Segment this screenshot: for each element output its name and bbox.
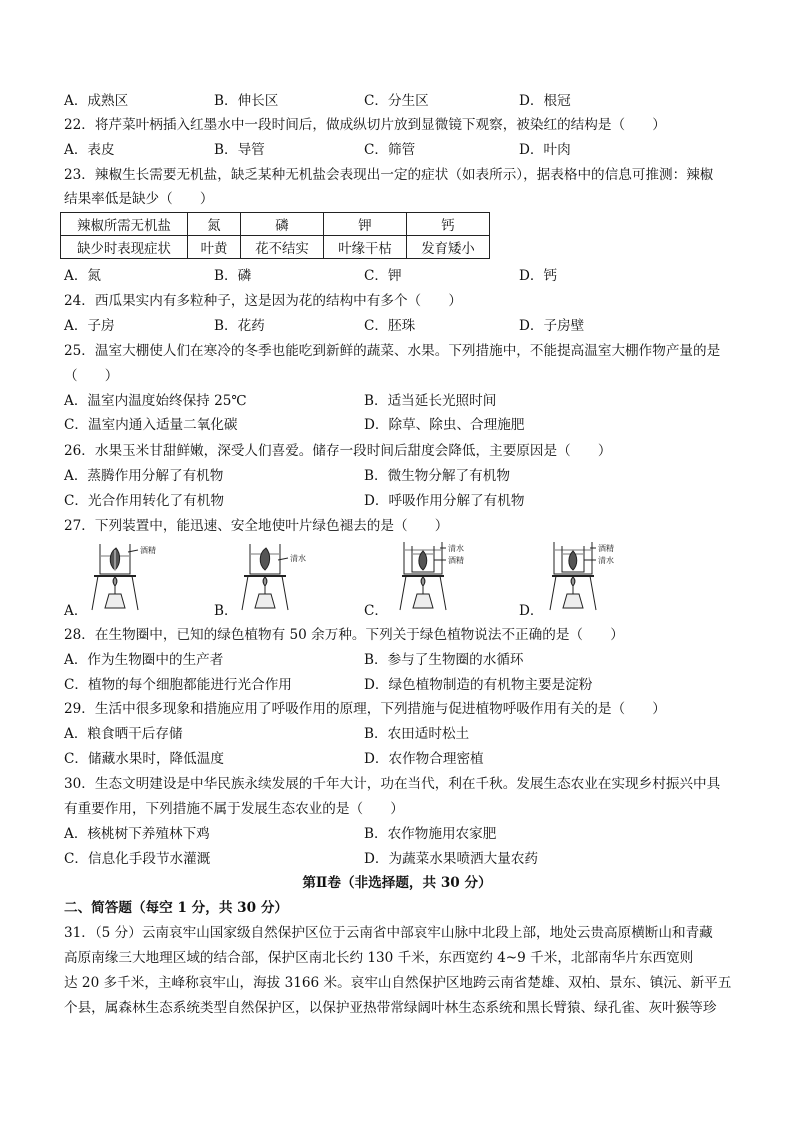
q22-option-a: A．表皮: [64, 142, 115, 158]
apparatus-a-label-1: 酒精: [140, 546, 156, 555]
q24-stem: 24．西瓜果实内有多粒种子，这是因为花的结构中有多个（ ）: [64, 293, 462, 309]
q27-option-d: D．: [519, 603, 544, 619]
q26-option-d: D．呼吸作用分解了有机物: [364, 493, 525, 509]
table-row: [61, 213, 490, 236]
q28-option-d: D．绿色植物制造的有机物主要是淀粉: [364, 677, 593, 693]
q23-option-b: B．磷: [214, 268, 252, 284]
q22-option-c: C．筛管: [364, 142, 416, 158]
table-cell: 缺少时表现症状: [61, 236, 188, 259]
q31-passage-line: 高原南缘三大地理区域的结合部，保护区南北长约 130 千米，东西宽约 4~9 千米，北部南华片东西宽则: [64, 950, 694, 966]
table-cell: 叶缘干枯: [324, 236, 407, 259]
apparatus-a-diagram: [88, 538, 178, 614]
table-cell: 花不结实: [241, 236, 324, 259]
apparatus-d-label-1: 酒精: [598, 544, 614, 553]
q28-option-c: C．植物的每个细胞都能进行光合作用: [64, 677, 292, 693]
q30-option-c: C．信息化手段节水灌溉: [64, 851, 211, 867]
q25-option-c: C．温室内通入适量二氧化碳: [64, 417, 238, 433]
q26-option-c: C．光合作用转化了有机物: [64, 493, 224, 509]
q27-option-b: B．: [214, 603, 238, 619]
section-two-title: 二、简答题（每空 1 分，共 30 分）: [64, 900, 289, 916]
q22-stem: 22．将芹菜叶柄插入红墨水中一段时间后，做成纵切片放到显微镜下观察，被染红的结构是（ ）: [64, 117, 666, 133]
q28-option-a: A．作为生物圈中的生产者: [64, 652, 224, 668]
q25-stem-line2: （ ）: [64, 368, 119, 384]
q29-option-a: A．粮食晒干后存储: [64, 726, 183, 742]
q30-stem-line2: 有重要作用，下列措施不属于发展生态农业的是（ ）: [64, 801, 404, 817]
apparatus-c-label-2: 酒精: [448, 556, 464, 565]
q28-stem: 28．在生物圈中，已知的绿色植物有 50 余万种。下列关于绿色植物说法不正确的是（ ）: [64, 627, 624, 643]
q29-option-c: C．储藏水果时，降低温度: [64, 751, 224, 767]
q22-option-d: D．叶肉: [519, 142, 571, 158]
table-cell: 钙: [407, 213, 490, 236]
q29-option-b: B．农田适时松土: [364, 726, 470, 742]
q25-option-d: D．除草、除虫、合理施肥: [364, 417, 525, 433]
q23-stem-line2: 结果率低是缺少（ ）: [64, 191, 214, 207]
q23-option-c: C．钾: [364, 268, 402, 284]
q30-option-a: A．核桃树下养殖林下鸡: [64, 826, 210, 842]
q21-option-d: D．根冠: [519, 93, 571, 109]
q24-option-d: D．子房壁: [519, 318, 585, 334]
q24-option-b: B．花药: [214, 318, 265, 334]
q26-option-b: B．微生物分解了有机物: [364, 468, 510, 484]
apparatus-d-label-2: 清水: [598, 556, 614, 565]
q27-stem: 27．下列装置中，能迅速、安全地使叶片绿色褪去的是（ ）: [64, 518, 449, 534]
q28-option-b: B．参与了生物圈的水循环: [364, 652, 524, 668]
q24-option-c: C．胚珠: [364, 318, 416, 334]
q26-stem: 26．水果玉米甘甜鲜嫩，深受人们喜爱。储存一段时间后甜度会降低，主要原因是（ ）: [64, 443, 612, 459]
q31-passage-line: 达 20 多千米，主峰称哀牢山，海拔 3166 米。哀牢山自然保护区地跨云南省楚雄、双柏、景东、镇沅、新平五: [64, 975, 732, 991]
table-row: [61, 236, 490, 259]
q24-option-a: A．子房: [64, 318, 115, 334]
apparatus-d-diagram: [546, 538, 636, 614]
q31-passage-line: 个县，属森林生态系统类型自然保护区，以保护亚热带常绿阔叶林生态系统和黑长臂猿、绿孔雀、灰叶猴等珍: [64, 1000, 717, 1016]
table-cell: 氮: [188, 213, 241, 236]
q21-option-b: B．伸长区: [214, 93, 279, 109]
part-two-title: 第Ⅱ卷（非选择题，共 30 分）: [302, 875, 492, 891]
table-cell: 钾: [324, 213, 407, 236]
q22-option-b: B．导管: [214, 142, 265, 158]
q30-option-d: D．为蔬菜水果喷洒大量农药: [364, 851, 539, 867]
apparatus-b-label-1: 清水: [290, 554, 306, 563]
table-cell: 叶黄: [188, 236, 241, 259]
q30-stem-line1: 30．生态文明建设是中华民族永续发展的千年大计，功在当代，利在千秋。发展生态农业在实现乡村振兴中具: [64, 776, 721, 792]
q23-stem-line1: 23．辣椒生长需要无机盐，缺乏某种无机盐会表现出一定的症状（如表所示），据表格中的信息可推测：辣椒: [64, 167, 714, 183]
q21-option-c: C．分生区: [364, 93, 429, 109]
q25-option-a: A．温室内温度始终保持 25℃: [64, 393, 247, 409]
q23-option-a: A．氮: [64, 268, 102, 284]
q25-option-b: B．适当延长光照时间: [364, 393, 497, 409]
q21-option-a: A．成熟区: [64, 93, 129, 109]
q29-option-d: D．农作物合理密植: [364, 751, 484, 767]
table-cell: 发育矮小: [407, 236, 490, 259]
q23-option-d: D．钙: [519, 268, 558, 284]
q27-option-c: C．: [364, 603, 388, 619]
apparatus-c-diagram: [396, 538, 486, 614]
apparatus-c-label-1: 清水: [448, 544, 464, 553]
q26-option-a: A．蒸腾作用分解了有机物: [64, 468, 224, 484]
q31-passage-line: 31．（5 分）云南哀牢山国家级自然保护区位于云南省中部哀牢山脉中北段上部，地处云贵高原横断山和青藏: [64, 925, 713, 941]
q30-option-b: B．农作物施用农家肥: [364, 826, 497, 842]
mineral-symptom-table: [60, 212, 490, 259]
q29-stem: 29．生活中很多现象和措施应用了呼吸作用的原理，下列措施与促进植物呼吸作用有关的是（ ）: [64, 701, 666, 717]
table-cell: 辣椒所需无机盐: [61, 213, 188, 236]
apparatus-b-diagram: [238, 538, 328, 614]
q25-stem-line1: 25．温室大棚使人们在寒冷的冬季也能吃到新鲜的蔬菜、水果。下列措施中，不能提高温室大棚作物产量的是: [64, 343, 721, 359]
q27-option-a: A．: [64, 603, 88, 619]
table-cell: 磷: [241, 213, 324, 236]
